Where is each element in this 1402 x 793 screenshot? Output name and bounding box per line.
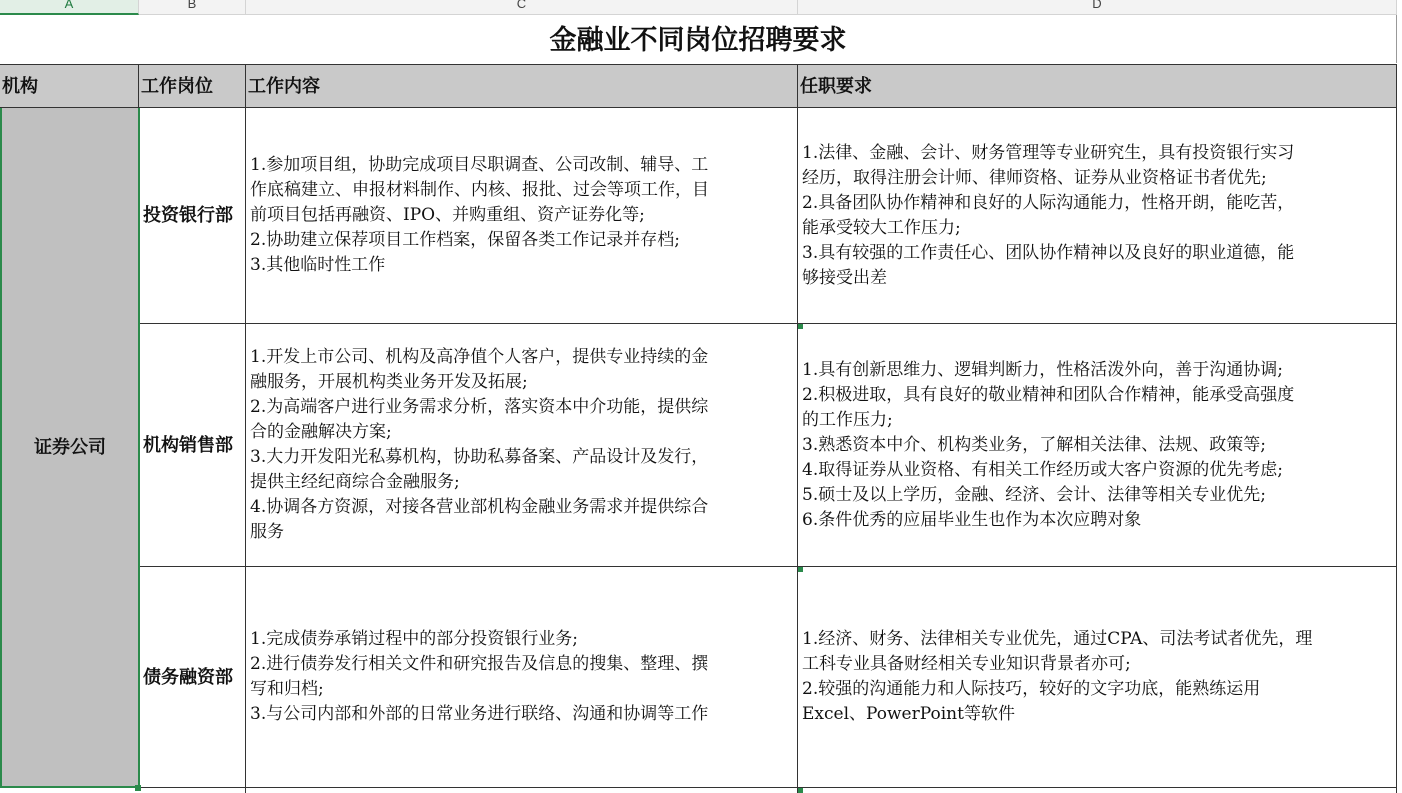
content-line: 合的金融解决方案; [250,422,392,442]
requirement-line: 1.具有创新思维力、逻辑判断力，性格活泼外向，善于沟通协调; [802,359,1283,380]
next-row-cell[interactable] [798,788,1397,793]
column-header-a[interactable]: A [0,0,139,15]
content-line: 前项目包括再融资、IPO、并购重组、资产证券化等; [250,205,645,225]
position-cell[interactable] [140,324,246,567]
content-line: 4.协调各方资源，对接各营业部机构金融业务需求并提供综合 [250,497,709,517]
requirement-line: 经历，取得注册会计师、律师资格、证券从业资格证书者优先; [802,167,1267,188]
requirement-line: 工科专业具备财经相关专业知识背景者亦可; [802,654,1131,674]
content-line: 融服务，开展机构类业务开发及拓展; [250,372,528,392]
content-cell[interactable] [246,324,798,567]
requirements-cell[interactable] [798,108,1397,324]
content-cell[interactable] [246,108,798,324]
requirements-cell[interactable] [798,324,1397,567]
content-line: 1.参加项目组，协助完成项目尽职调查、公司改制、辅导、工 [250,155,709,175]
header-org[interactable]: 机构 [0,64,139,108]
header-requirements[interactable]: 任职要求 [798,64,1397,108]
position-label: 投资银行部 [143,205,233,226]
requirement-line: 1.法律、金融、会计、财务管理等专业研究生，具有投资银行实习 [802,142,1295,163]
requirement-line: 能承受较大工作压力; [802,217,961,238]
org-name: 证券公司 [34,436,106,458]
position-label: 机构销售部 [143,434,233,456]
next-row-cell[interactable] [246,788,798,793]
requirement-line: Excel、PowerPoint等软件 [802,704,1015,724]
content-line: 2.为高端客户进行业务需求分析，落实资本中介功能，提供综 [250,397,709,417]
requirement-line: 2.具备团队协作精神和良好的人际沟通能力，性格开朗，能吃苦， [802,192,1295,213]
position-cell[interactable] [140,567,246,788]
requirement-line: 的工作压力; [802,409,893,430]
header-content[interactable]: 工作内容 [246,64,798,108]
org-cell-selected[interactable] [0,108,140,788]
content-line: 写和归档; [250,679,324,699]
requirement-line: 3.具有较强的工作责任心、团队协作精神以及良好的职业道德，能 [802,242,1295,263]
position-label: 债务融资部 [143,666,233,688]
requirement-line: 1.经济、财务、法律相关专业优先，通过CPA、司法考试者优先，理 [802,629,1313,649]
requirement-line: 5.硕士及以上学历，金融、经济、会计、法律等相关专业优先; [802,484,1266,505]
column-header-d[interactable]: D [798,0,1397,15]
requirement-line: 6.条件优秀的应届毕业生也作为本次应聘对象 [802,509,1142,530]
cell-indicator [798,324,803,329]
content-line: 作底稿建立、申报材料制作、内核、报批、过会等项工作，目 [250,180,709,200]
column-header-b[interactable]: B [139,0,246,15]
cell-indicator [798,567,803,572]
content-line: 3.其他临时性工作 [250,255,386,275]
requirements-cell[interactable] [798,567,1397,788]
header-position[interactable]: 工作岗位 [139,64,246,108]
sheet-title[interactable]: 金融业不同岗位招聘要求 [0,15,1397,63]
column-header-c[interactable]: C [246,0,798,15]
content-line: 服务 [250,522,284,542]
content-line: 2.协助建立保荐项目工作档案，保留各类工作记录并存档; [250,230,680,250]
next-row-cell[interactable] [140,788,246,793]
position-cell[interactable] [140,108,246,324]
content-line: 1.完成债券承销过程中的部分投资银行业务; [250,629,578,649]
content-line: 1.开发上市公司、机构及高净值个人客户，提供专业持续的金 [250,347,709,367]
requirement-line: 4.取得证券从业资格、有相关工作经历或大客户资源的优先考虑; [802,459,1283,480]
requirement-line: 2.积极进取，具有良好的敬业精神和团队合作精神，能承受高强度 [802,384,1295,405]
requirement-line: 够接受出差 [802,267,887,288]
content-cell[interactable] [246,567,798,788]
selection-fill-handle[interactable] [135,785,141,791]
requirement-line: 2.较强的沟通能力和人际技巧，较好的文字功底，能熟练运用 [802,679,1261,699]
requirement-line: 3.熟悉资本中介、机构类业务，了解相关法律、法规、政策等; [802,434,1266,455]
content-line: 2.进行债券发行相关文件和研究报告及信息的搜集、整理、撰 [250,654,709,674]
content-line: 3.大力开发阳光私募机构，协助私募备案、产品设计及发行， [250,447,709,467]
content-line: 3.与公司内部和外部的日常业务进行联络、沟通和协调等工作 [250,704,709,724]
content-line: 提供主经纪商综合金融服务; [250,472,460,492]
cell-indicator [798,788,803,793]
